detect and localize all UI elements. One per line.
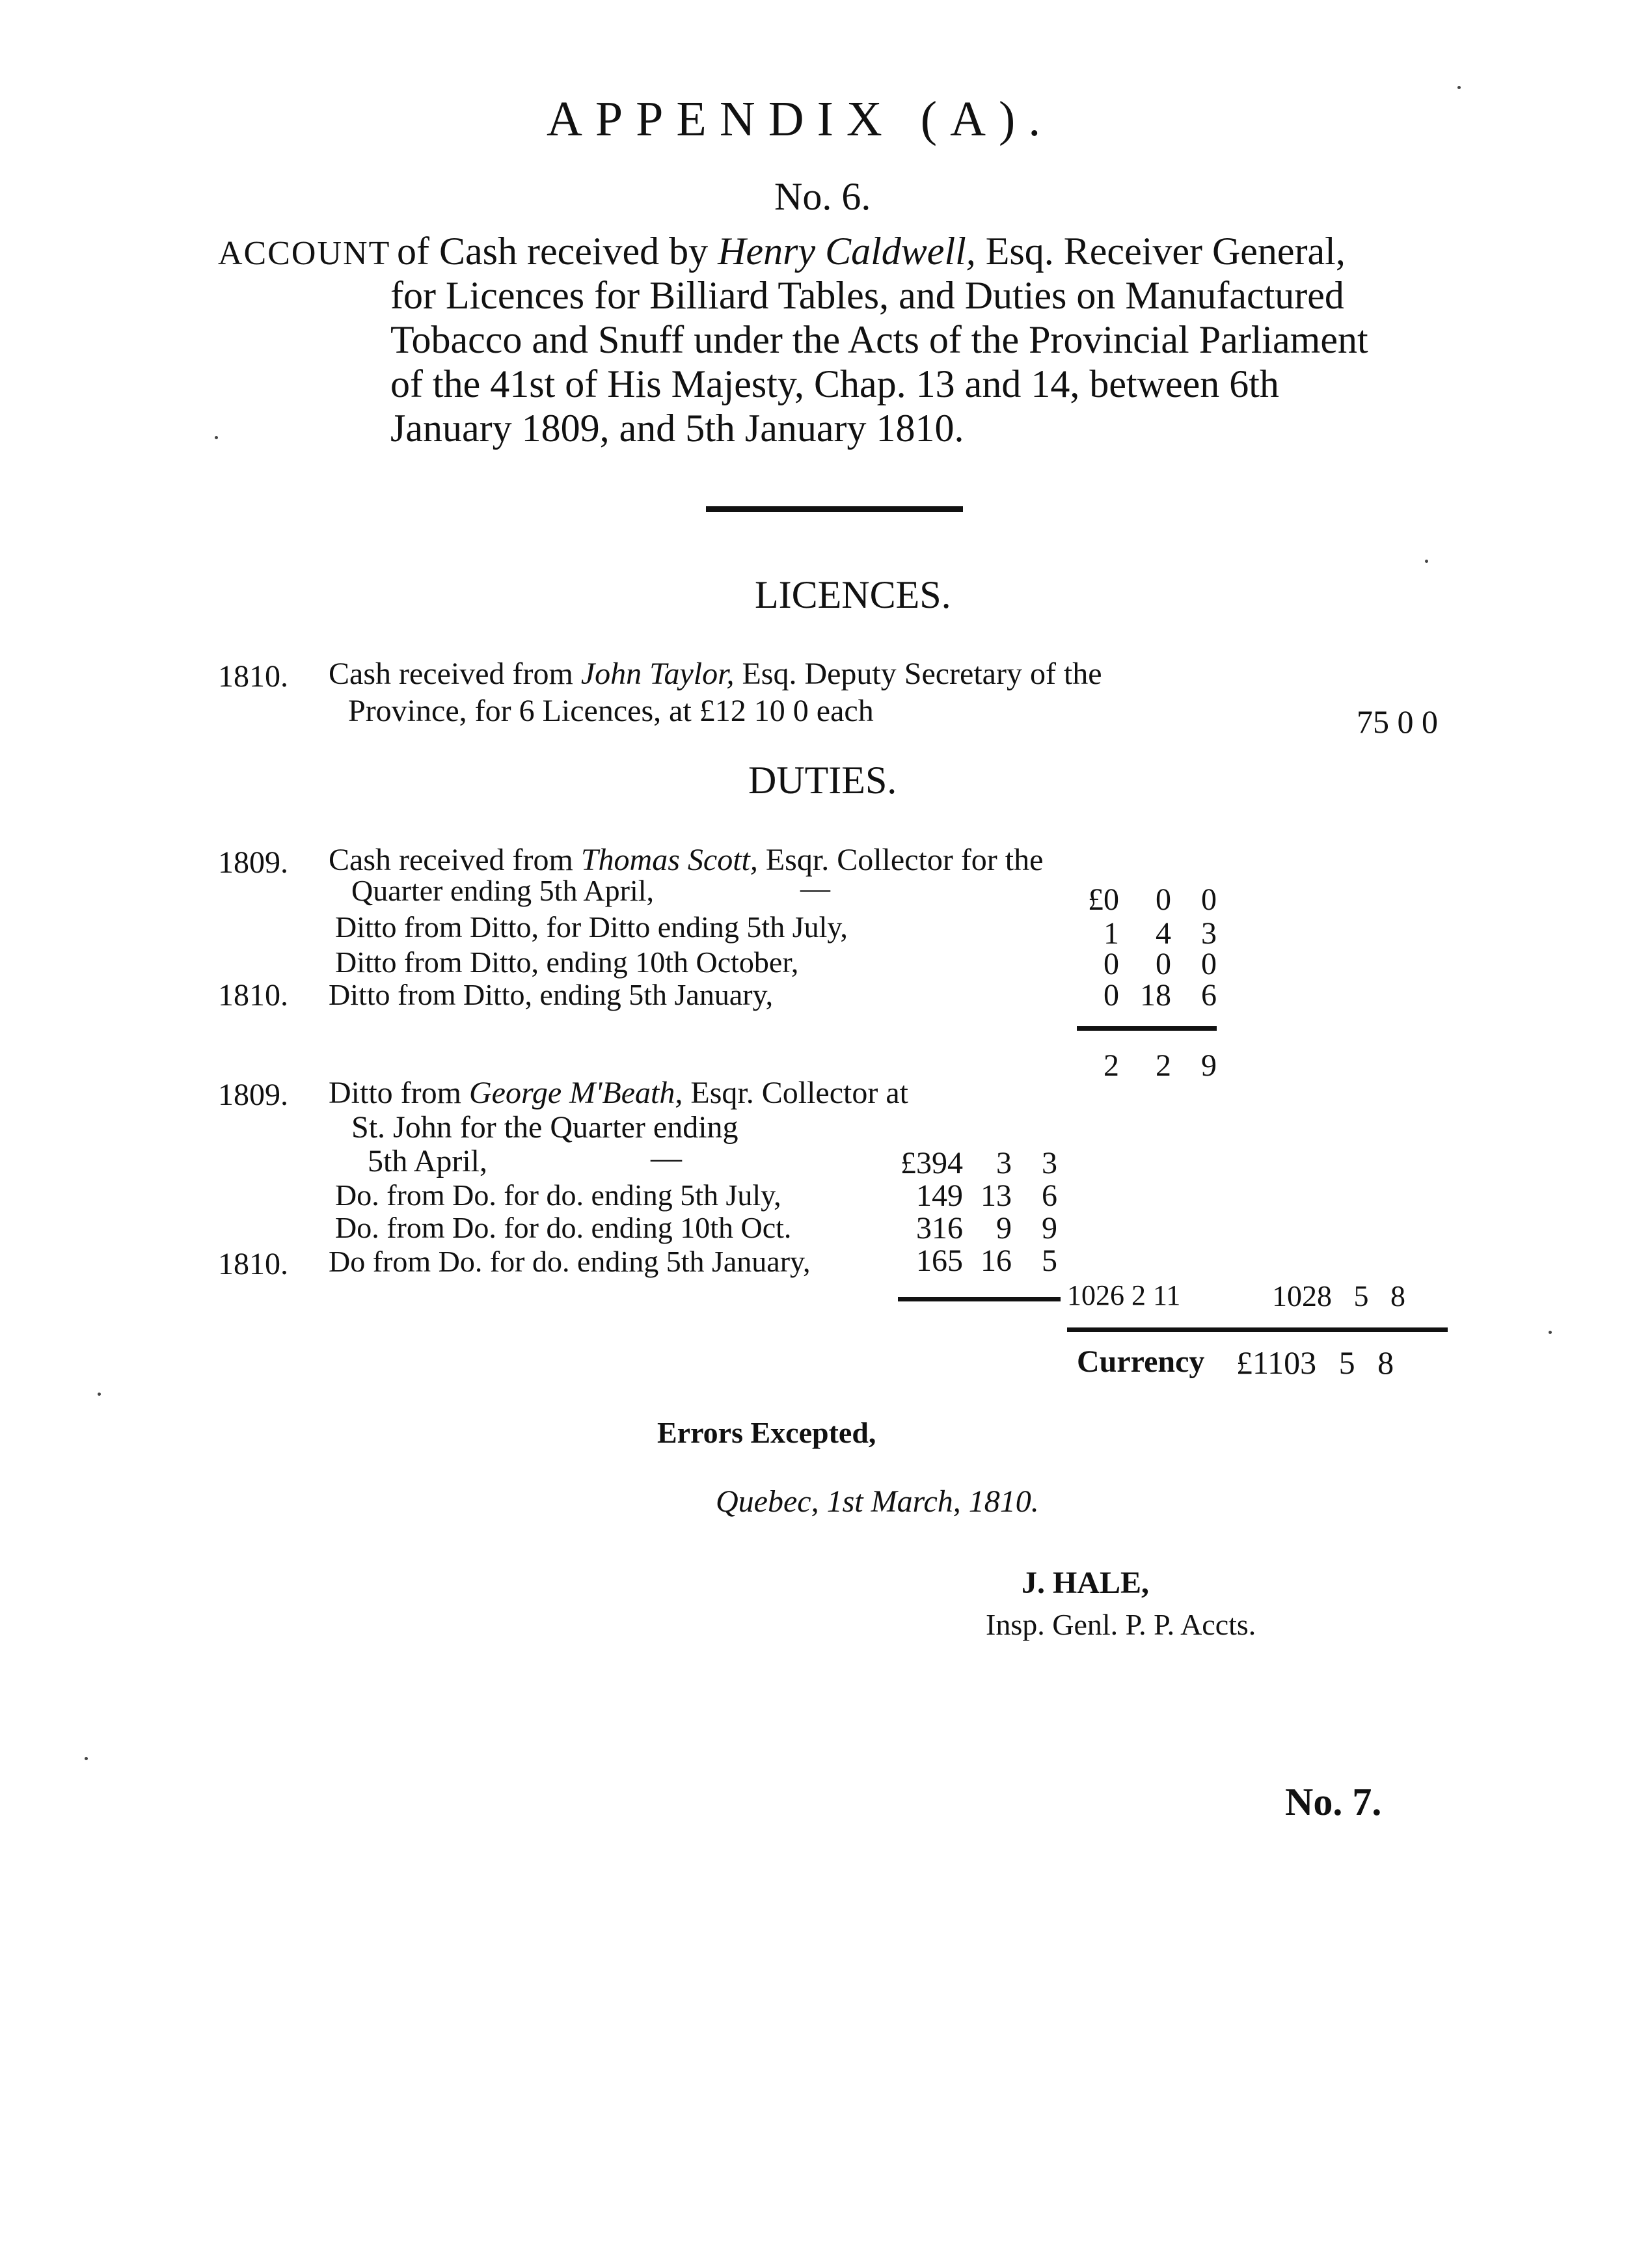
licences-total: 75 0 0 bbox=[1357, 703, 1438, 740]
currency-amount: £1103 5 8 bbox=[1236, 1344, 1394, 1381]
account-line-1-b: Esq. Receiver General, bbox=[975, 230, 1346, 273]
shillings: 4 bbox=[1156, 916, 1171, 951]
pence: 6 bbox=[1042, 1178, 1057, 1213]
pence: 0 bbox=[1201, 882, 1217, 917]
shillings: 2 bbox=[1156, 1048, 1171, 1083]
receiver-name: Henry Caldwell, bbox=[718, 230, 976, 273]
mbeath-subtotal: 1026 2 11 bbox=[1067, 1279, 1181, 1311]
print-speck bbox=[85, 1757, 88, 1760]
pounds: 0 bbox=[1104, 978, 1119, 1013]
scott-dash: — bbox=[800, 871, 830, 905]
shillings: 0 bbox=[1156, 882, 1171, 917]
scott-line-3: Ditto from Ditto, for Ditto ending 5th July, bbox=[335, 910, 848, 944]
currency-label: Currency bbox=[1077, 1344, 1205, 1379]
document-number: No. 6. bbox=[774, 175, 871, 218]
shillings: 13 bbox=[981, 1178, 1012, 1213]
print-speck bbox=[1425, 560, 1428, 563]
account-line-4: of the 41st of His Majesty, Chap. 13 and 14, between 6th bbox=[390, 362, 1279, 405]
scott-name: Thomas Scott, bbox=[580, 843, 758, 877]
scott-year-1810: 1810. bbox=[218, 978, 288, 1013]
licences-line-2: Province, for 6 Licences, at £12 10 0 each bbox=[348, 694, 874, 728]
licences-line-1-b: Esq. Deputy Secretary of the bbox=[734, 657, 1102, 691]
pounds: 165 bbox=[916, 1244, 963, 1278]
pence: 0 bbox=[1201, 947, 1217, 981]
pounds: 0 bbox=[1104, 947, 1119, 981]
mbeath-line-1-a: Ditto from bbox=[329, 1076, 469, 1110]
scott-line-1-a: Cash received from bbox=[329, 843, 581, 877]
mbeath-sum-rule bbox=[898, 1297, 1061, 1301]
licences-title: LICENCES. bbox=[755, 573, 951, 616]
mbeath-line-6: Do from Do. for do. ending 5th January, bbox=[329, 1245, 811, 1278]
shillings: 3 bbox=[996, 1146, 1012, 1180]
next-document-number: No. 7. bbox=[1285, 1780, 1382, 1823]
shillings: 18 bbox=[1140, 978, 1171, 1013]
scott-line-4: Ditto from Ditto, ending 10th October, bbox=[335, 945, 799, 979]
account-line-1-a: of Cash received by bbox=[397, 230, 718, 273]
pence: 9 bbox=[1201, 1048, 1217, 1083]
pounds: 1 bbox=[1104, 916, 1119, 951]
licences-line-1-a: Cash received from bbox=[329, 657, 581, 691]
shillings: 9 bbox=[996, 1211, 1012, 1245]
print-speck bbox=[98, 1393, 101, 1396]
pence: 3 bbox=[1201, 916, 1217, 951]
pounds: 316 bbox=[916, 1211, 963, 1245]
shillings: 16 bbox=[981, 1244, 1012, 1278]
pence: 6 bbox=[1201, 978, 1217, 1013]
mbeath-line-5: Do. from Do. for do. ending 10th Oct. bbox=[335, 1211, 792, 1244]
mbeath-line-1 bbox=[329, 1075, 908, 1111]
pounds: £394 bbox=[900, 1146, 963, 1180]
date: 1st March, 1810. bbox=[819, 1484, 1039, 1519]
mbeath-year-1810: 1810. bbox=[218, 1247, 288, 1281]
deputy-name: John Taylor, bbox=[580, 657, 735, 691]
errors-excepted: Errors Excepted, bbox=[657, 1416, 876, 1449]
pounds: 2 bbox=[1104, 1048, 1119, 1083]
licences-line-1 bbox=[329, 656, 1102, 692]
currency-rule bbox=[1067, 1327, 1448, 1332]
account-lead: ACCOUNT bbox=[218, 235, 391, 272]
mbeath-line-1-b: Esqr. Collector at bbox=[683, 1076, 908, 1110]
print-speck bbox=[1457, 86, 1461, 89]
licences-year: 1810. bbox=[218, 659, 288, 694]
pence: 9 bbox=[1042, 1211, 1057, 1245]
mbeath-year-1809: 1809. bbox=[218, 1078, 288, 1112]
account-line-5: January 1809, and 5th January 1810. bbox=[390, 407, 964, 450]
mbeath-line-2: St. John for the Quarter ending bbox=[351, 1110, 738, 1145]
pence: 5 bbox=[1042, 1244, 1057, 1278]
pounds: 149 bbox=[916, 1178, 963, 1213]
signer-office: Insp. Genl. P. P. Accts. bbox=[986, 1608, 1256, 1641]
print-speck bbox=[1549, 1331, 1552, 1334]
print-speck bbox=[215, 436, 218, 439]
duties-total: 1028 5 8 bbox=[1272, 1279, 1405, 1313]
mbeath-name: George M'Beath, bbox=[468, 1076, 683, 1110]
scott-line-1 bbox=[329, 842, 1043, 878]
scott-line-5: Ditto from Ditto, ending 5th January, bbox=[329, 978, 774, 1011]
mbeath-dash: — bbox=[651, 1141, 682, 1175]
scott-year-1809: 1809. bbox=[218, 845, 288, 880]
duties-title: DUTIES. bbox=[748, 759, 897, 802]
mbeath-line-3: 5th April, bbox=[368, 1144, 488, 1178]
scott-line-2: Quarter ending 5th April, bbox=[351, 874, 655, 907]
mbeath-line-4: Do. from Do. for do. ending 5th July, bbox=[335, 1178, 781, 1212]
signer-name: J. HALE, bbox=[1022, 1566, 1150, 1600]
account-line-2: for Licences for Billiard Tables, and Duties on Manufactured bbox=[390, 274, 1344, 317]
appendix-title: APPENDIX (A). bbox=[547, 92, 1054, 146]
shillings: 0 bbox=[1156, 947, 1171, 981]
place-and-date bbox=[716, 1484, 1039, 1519]
pence: 3 bbox=[1042, 1146, 1057, 1180]
account-line-1 bbox=[397, 229, 1346, 274]
scott-line-1-b: Esqr. Collector for the bbox=[757, 843, 1044, 877]
scott-sum-rule bbox=[1077, 1026, 1217, 1031]
section-divider bbox=[706, 506, 963, 512]
pounds: £0 bbox=[1088, 882, 1119, 917]
account-line-3: Tobacco and Snuff under the Acts of the Provincial Parliament bbox=[390, 318, 1368, 361]
place: Quebec, bbox=[716, 1484, 819, 1519]
